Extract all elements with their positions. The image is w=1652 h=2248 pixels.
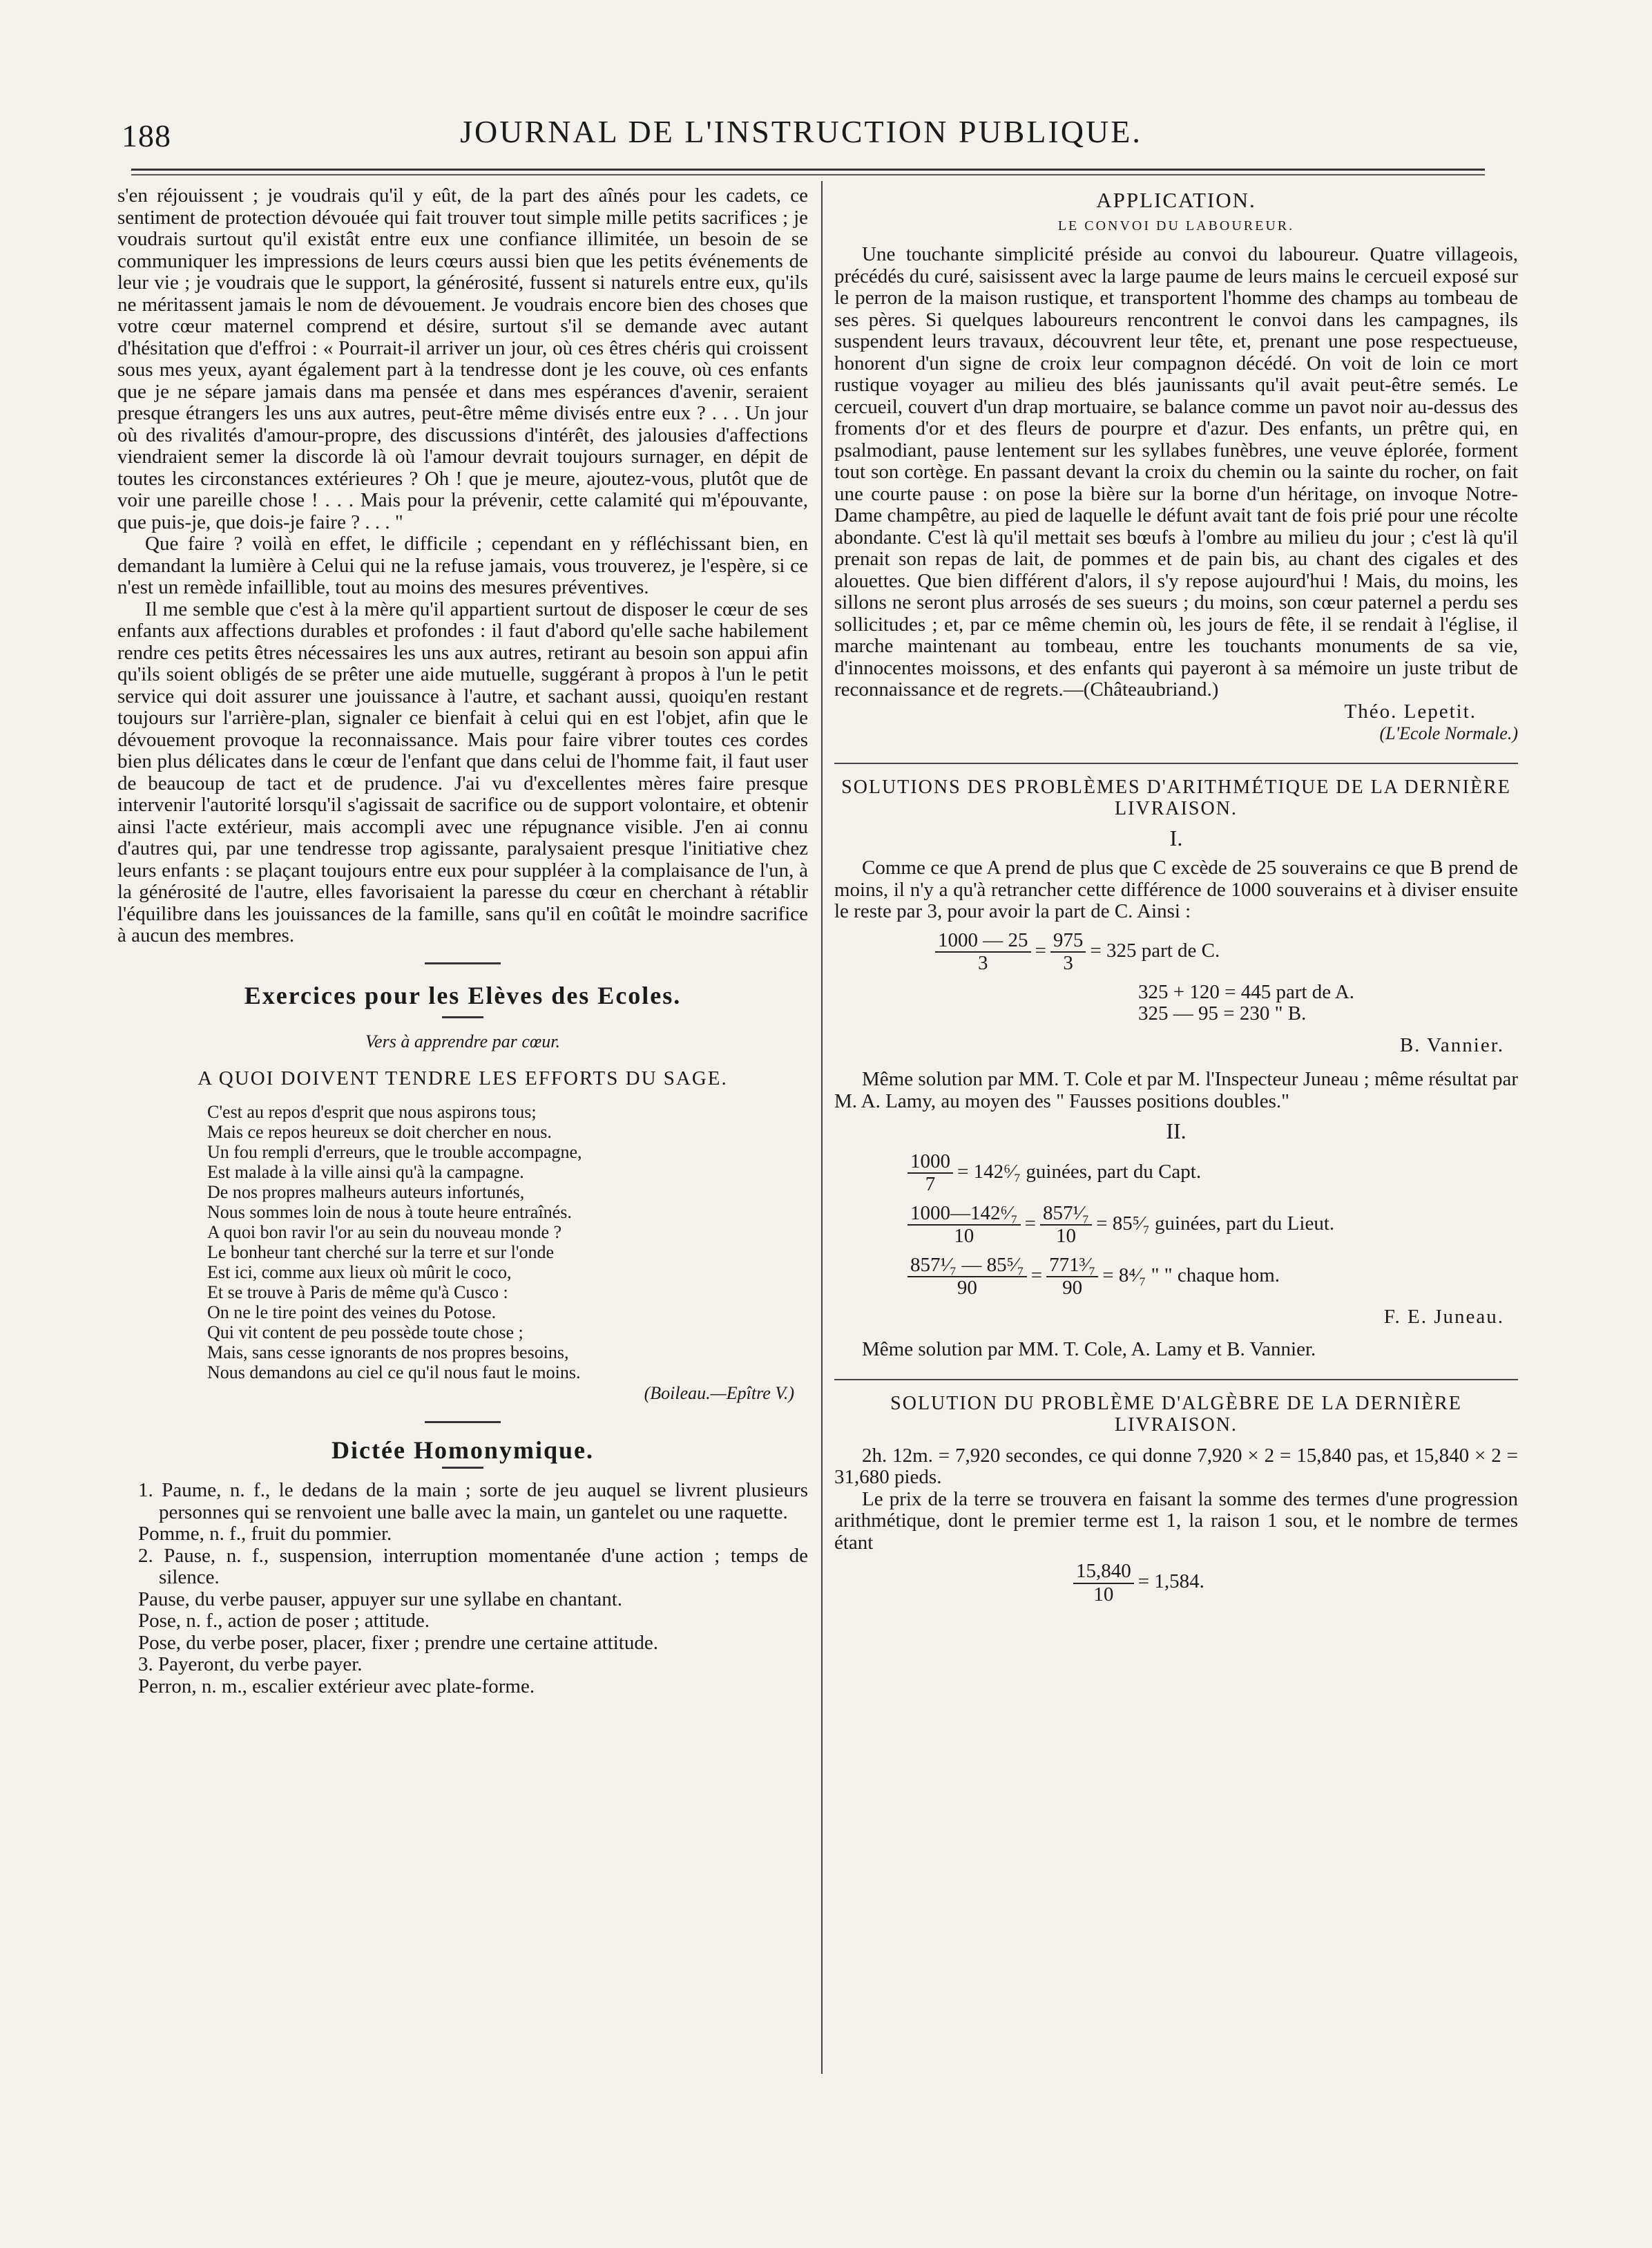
fraction: $\frac{975}{3}$ xyxy=(1050,930,1086,975)
poem-line: Nous sommes loin de nous à toute heure entraînés. xyxy=(207,1202,572,1222)
poem-line: Est ici, comme aux lieux où mûrit le coco, xyxy=(207,1262,512,1282)
dictee-entry: Perron, n. m., escalier extérieur avec plate-forme. xyxy=(138,1675,535,1697)
section-rule xyxy=(442,1016,483,1018)
signature-vannier: B. Vannier. xyxy=(1399,1033,1504,1056)
poem-line: Mais ce repos heureux se doit chercher en nous. xyxy=(207,1122,552,1142)
fraction: $\frac{\text{857¹⁄₇}}{10}$ xyxy=(1040,1203,1092,1248)
dictee-entry: 3. Payeront, du verbe payer. xyxy=(138,1653,363,1675)
dictee-entry: Pause, du verbe pauser, appuyer sur une syllabe en chantant. xyxy=(138,1588,623,1610)
poem-line: Qui vit content de peu possède toute chose ; xyxy=(207,1322,524,1342)
poem-source: (Boileau.—Epître V.) xyxy=(644,1383,794,1403)
section-rule xyxy=(442,1467,483,1469)
source-ecole-normale: (L'Ecole Normale.) xyxy=(1379,723,1518,743)
algebra-solution-title: SOLUTION DU PROBLÈME D'ALGÈBRE DE LA DERNIÈRE LIVRAISON. xyxy=(890,1392,1462,1436)
header-rule-thin xyxy=(131,174,1485,175)
fraction: $\frac{\text{771³⁄₇}}{90}$ xyxy=(1046,1255,1098,1299)
application-title: APPLICATION. xyxy=(1096,188,1256,212)
dictee-list xyxy=(117,1480,808,1697)
dictee-entry: Pomme, n. f., fruit du pommier. xyxy=(138,1523,392,1545)
section-rule xyxy=(425,1421,501,1423)
dictee-entry: 1. Paume, n. f., le dedans de la main ; sorte de jeu auquel se livrent plusieurs personnes qui se renvoient une balle avec la main, un gantelet ou une raquette. xyxy=(138,1479,808,1523)
column-divider xyxy=(821,181,823,2074)
poem-line: Mais, sans cesse ignorants de nos propres besoins, xyxy=(207,1342,569,1362)
exercices-title: Exercices pour les Elèves des Ecoles. xyxy=(244,981,682,1009)
problem-number-2: II. xyxy=(1166,1118,1187,1143)
page-number: 188 xyxy=(122,118,171,153)
fraction-line-1: $\frac{1000}{7}$ = 142⁶⁄₇ guinées, part du Capt. xyxy=(834,1151,1518,1196)
solution-note: Même solution par MM. T. Cole et par M. l'Inspecteur Juneau ; même résultat par M. A. Lamy, au moyen des " Fausses positions doubles." xyxy=(834,1068,1518,1112)
solution-note: Même solution par MM. T. Cole, A. Lamy et B. Vannier. xyxy=(862,1338,1316,1360)
page-header xyxy=(117,104,1485,159)
running-title: JOURNAL DE L'INSTRUCTION PUBLIQUE. xyxy=(460,114,1142,149)
right-column xyxy=(834,185,1518,1612)
poem-line: Un fou rempli d'erreurs, que le trouble accompagne, xyxy=(207,1142,582,1162)
problem-number-1: I. xyxy=(1169,825,1183,850)
fraction-line-3: $\frac{\text{857¹⁄₇ — 85⁵⁄₇}}{90}$ = $\frac{\text{771³⁄₇}}{90}$ = 8⁴⁄₇ " " chaque hom. xyxy=(834,1255,1518,1299)
signature-lepetit: Théo. Lepetit. xyxy=(1344,700,1477,723)
poem-line: On ne le tire point des veines du Potose. xyxy=(207,1302,497,1322)
dictee-entry: 2. Pause, n. f., suspension, interruption momentanée d'une action ; temps de silence. xyxy=(138,1544,808,1588)
application-subtitle: LE CONVOI DU LABOUREUR. xyxy=(1057,218,1295,234)
algebra-fraction: $\frac{15,840}{10}$ = 1,584. xyxy=(834,1561,1518,1606)
equation-3: 325 — 95 = 230 " B. xyxy=(1138,1002,1307,1025)
equation-2: 325 + 120 = 445 part de A. xyxy=(1138,980,1355,1003)
poem-line: Est malade à la ville ainsi qu'à la campagne. xyxy=(207,1162,524,1182)
solution-text: Comme ce que A prend de plus que C excède de 25 souverains ce que B prend de moins, il n'y a qu'à retrancher cette différence de 1000 souverains et à diviser ensuite le reste par 3, pour avoir la part de C. Ainsi : xyxy=(834,857,1518,922)
fraction: $\frac{15,840}{10}$ xyxy=(1073,1561,1134,1606)
paragraph: Que faire ? voilà en effet, le difficile ; cependant en y réfléchissant bien, en demandant la lumière à Celui qui ne la refuse jamais, vous trouverez, je l'espère, si ce n'est un remède infaillible, tout au moins des mesures préventives. xyxy=(117,533,808,598)
header-rule xyxy=(131,169,1485,171)
poem-line: Nous demandons au ciel ce qu'il nous faut le moins. xyxy=(207,1362,581,1382)
dictee-entry: Pose, du verbe poser, placer, fixer ; prendre une certaine attitude. xyxy=(138,1631,658,1654)
paragraph: s'en réjouissent ; je voudrais qu'il y eût, de la part des aînés pour les cadets, ce sentiment de protection dévouée qui fait trouver tout simple mille petits sacrifices ; je voudrais surtout qu'il existât entre eux une confiance illimitée, un besoin de se communiquer les impressions de leurs cœurs aussi bien que les petits événements de leur vie ; je voudrais que le support, la générosité, fussent si naturels entre eux, qu'ils ne méritassent jamais le nom de dévouement. Je voudrais encore bien des choses que votre cœur maternel comprend et désire, surtout s'il se demande avec autant d'hésitation que d'effroi : « Pourrait-il arriver un jour, où ces êtres chéris qui croissent sous mes yeux, ayant également part à la tendresse dont je les couve, où ces enfants que je ne sépare jamais dans ma pensée et dans mes espérances d'avenir, seraient presque étrangers les uns aux autres, peut-être même divisés entre eux ? . . . Un jour où des rivalités d'amour-propre, des discussions d'intérêt, des jalousies d'affections viendraient semer la discorde là où l'amour devrait toujours surnager, en dépit de toutes les circonstances extérieures ? Oh ! que je meure, ajoutez-vous, plutôt que de voir une pareille chose ! . . . Mais pour la prévenir, cette calamité qui m'épouvante, que puis-je, que dois-je faire ? . . . " xyxy=(117,184,808,533)
signature-juneau: F. E. Juneau. xyxy=(1383,1305,1504,1328)
poem-line: A quoi bon ravir l'or au sein du nouveau monde ? xyxy=(207,1222,562,1242)
section-rule xyxy=(425,962,501,964)
application-text: Une touchante simplicité préside au convoi du laboureur. Quatre villageois, précédés du curé, saisissent avec la large paume de leurs mains le cercueil exposé sur le perron de la maison rustique, et transportent l'homme des champs au tombeau de ses pères. Si quelques laboureurs rencontrent le convoi dans les campagnes, ils suspendent leurs travaux, découvrent leur tête, et, prenant une pose respectueuse, honorent d'un signe de croix leur compagnon décédé. On voit de loin ce mort rustique voyager au milieu des blés jaunissants qu'il avait peut-être semés. Le cercueil, couvert d'un drap mortuaire, se balance comme un pavot noir au-dessus des froments d'or et des fleurs de pourpre et d'azur. Des enfants, un prêtre qui, en psalmodiant, pause lentement sur les syllabes funèbres, une veuve éplorée, forment tout son cortège. En passant devant la croix du chemin ou la sainte du rocher, on fait une courte pause : on pose la bière sur la borne d'un héritage, on invoque Notre-Dame champêtre, au pied de laquelle le défunt avait tant de fois prié pour une récolte abondante. C'est là qu'il mettait ses bœufs à l'ombre au milieu du jour ; c'est là qu'il prenait son repas de lait, de pommes et de pain bis, au chant des cigales et des alouettes. Que bien différent d'alors, il s'y repose aujourd'hui ! Mais, du moins, les sillons ne seront plus arrosés de ses sueurs ; du moins, son cœur paternel a perdu ses sollicitudes ; et, par ce même chemin où, les jours de fête, il se rendait à l'église, il marche maintenant au tombeau, entre les touchants monuments de sa vie, d'innocentes moissons, et des enfants qui payeront à sa mémoire un juste tribut de reconnaissance et de regrets.—(Châteaubriand.) xyxy=(834,243,1518,701)
fraction-line-2: $\frac{\text{1000—142⁶⁄₇}}{10}$ = $\frac{\text{857¹⁄₇}}{10}$ = 85⁵⁄₇ guinées, part du Lieut. xyxy=(834,1203,1518,1248)
arith-solutions-title: SOLUTIONS DES PROBLÈMES D'ARITHMÉTIQUE DE LA DERNIÈRE LIVRAISON. xyxy=(841,776,1511,819)
fraction: $\frac{\text{1000—142⁶⁄₇}}{10}$ xyxy=(907,1203,1021,1248)
algebra-text: 2h. 12m. = 7,920 secondes, ce qui donne 7,920 × 2 = 15,840 pas, et 15,840 × 2 = 31,680 pieds. xyxy=(834,1444,1518,1488)
poem-line: Le bonheur tant cherché sur la terre et sur l'onde xyxy=(207,1242,555,1262)
fraction: $\frac{1000}{7}$ xyxy=(907,1151,953,1196)
vers-note: Vers à apprendre par cœur. xyxy=(365,1031,560,1051)
fraction: $\frac{\text{857¹⁄₇ — 85⁵⁄₇}}{90}$ xyxy=(907,1255,1027,1299)
left-column xyxy=(117,185,808,1697)
dictee-title: Dictée Homonymique. xyxy=(332,1436,594,1464)
poem xyxy=(117,1102,808,1382)
poem-line: C'est au repos d'esprit que nous aspirons tous; xyxy=(207,1102,537,1122)
poem-title: A QUOI DOIVENT TENDRE LES EFFORTS DU SAGE. xyxy=(198,1067,728,1089)
poem-line: De nos propres malheurs auteurs infortunés, xyxy=(207,1182,525,1202)
dictee-entry: Pose, n. f., action de poser ; attitude. xyxy=(138,1610,430,1632)
section-rule xyxy=(834,763,1518,764)
fraction: $\frac{1000 — 25}{3}$ xyxy=(935,930,1031,975)
paragraph: Il me semble que c'est à la mère qu'il appartient surtout de disposer le cœur de ses enfants aux affections durables et profondes : il faut d'abord qu'elle sache habilement rendre ces petits êtres nécessaires les uns aux autres, retirant au besoin son appui afin qu'ils soient obligés de se prêter une aide mutuelle, suggérant à propos à l'un le petit service qui doit assurer une jouissance à l'autre, et sachant aussi, quoiqu'en restant toujours sur l'arrière-plan, signaler ce bienfait à celui qui en est l'objet, afin que le dévouement provoque la reconnaissance. Mais pour faire vibrer toutes ces cordes bien plus délicates dans le cœur de l'enfant que dans celui de l'homme fait, il faut user de beaucoup de tact et de prudence. J'ai vu d'excellentes mères faire presque intervenir l'autorité lorsqu'il s'agissait de sacrifice ou de support volontaire, et obtenir ainsi l'acte extérieur, mais accompli avec une répugnance visible. J'en ai connu d'autres qui, par une tendresse trop agissante, paralysaient presque l'initiative chez leurs enfants : se plaçant toujours entre eux pour suppléer à la complaisance de l'un, à la générosité de l'autre, elles favorisaient la paresse du cœur en cherchant à rétablir l'équilibre dans les jouissances de la famille, sans qu'il en coûtât le moindre sacrifice à aucun des membres. xyxy=(117,598,808,946)
algebra-text: Le prix de la terre se trouvera en faisant la somme des termes d'une progression arithmétique, dont le premier terme est 1, la raison 1 sou, et le nombre de termes étant xyxy=(834,1487,1518,1554)
equation-1: $\frac{1000 — 25}{3}$ = $\frac{975}{3}$ = 325 part de C. xyxy=(834,930,1518,975)
section-rule xyxy=(834,1379,1518,1380)
poem-line: Et se trouve à Paris de même qu'à Cusco : xyxy=(207,1282,508,1302)
